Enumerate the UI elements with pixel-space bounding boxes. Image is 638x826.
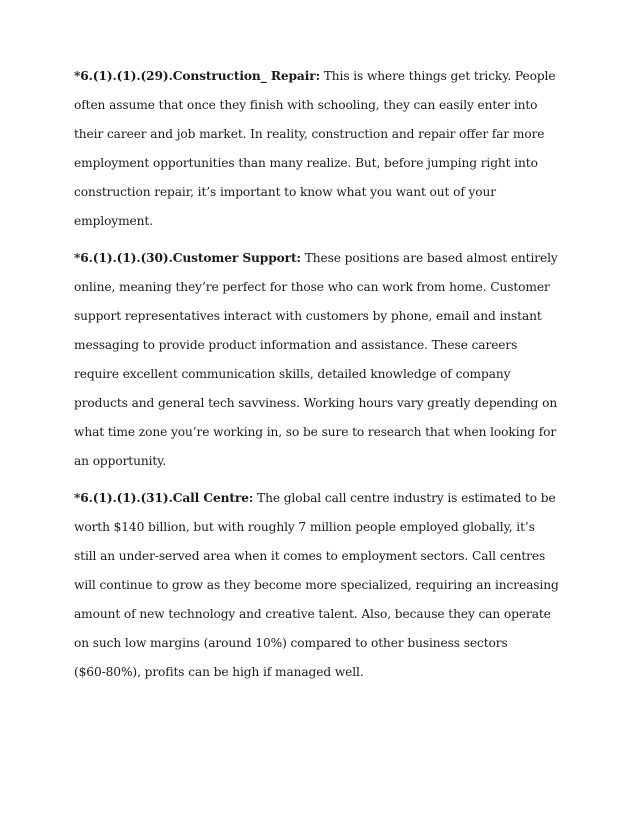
section-line: their career and job market. In reality, construction and repair offer far more	[74, 127, 545, 141]
section-heading: *6.(1).(1).(30).Customer Support:	[74, 251, 301, 265]
section-line: online, meaning they’re perfect for those who can work from home. Customer	[74, 280, 550, 294]
section-text: These positions are based almost entirely	[300, 251, 558, 265]
section-line	[74, 484, 574, 513]
section-customer-support	[74, 244, 574, 476]
section-text: This is where things get tricky. People	[319, 69, 556, 83]
section-line: worth $140 billion, but with roughly 7 million people employed globally, it’s	[74, 520, 535, 534]
section-line: an opportunity.	[74, 454, 167, 468]
section-line: construction repair, it’s important to know what you want out of your	[74, 185, 497, 199]
section-line: employment opportunities than many realize. But, before jumping right into	[74, 156, 538, 170]
section-text: The global call centre industry is estimated to be	[253, 491, 556, 505]
section-line	[74, 244, 574, 273]
section-call-centre	[74, 484, 574, 687]
section-line: often assume that once they finish with schooling, they can easily enter into	[74, 98, 538, 112]
section-heading: *6.(1).(1).(29).Construction_ Repair:	[74, 69, 320, 83]
section-line: ($60-80%), profits can be high if managed well.	[74, 665, 364, 679]
section-line: messaging to provide product information and assistance. These careers	[74, 338, 518, 352]
section-line: require excellent communication skills, detailed knowledge of company	[74, 367, 511, 381]
section-line: support representatives interact with customers by phone, email and instant	[74, 309, 542, 323]
section-line: employment.	[74, 214, 153, 228]
section-construction-repair	[74, 62, 574, 236]
section-line	[74, 62, 574, 91]
document-page	[74, 62, 574, 695]
section-line: on such low margins (around 10%) compared to other business sectors	[74, 636, 508, 650]
section-line: still an under-served area when it comes to employment sectors. Call centres	[74, 549, 546, 563]
section-line: amount of new technology and creative talent. Also, because they can operate	[74, 607, 551, 621]
section-line: what time zone you’re working in, so be sure to research that when looking for	[74, 425, 557, 439]
section-heading: *6.(1).(1).(31).Call Centre:	[74, 491, 254, 505]
section-line: will continue to grow as they become more specialized, requiring an increasing	[74, 578, 559, 592]
section-line: products and general tech savviness. Working hours vary greatly depending on	[74, 396, 558, 410]
